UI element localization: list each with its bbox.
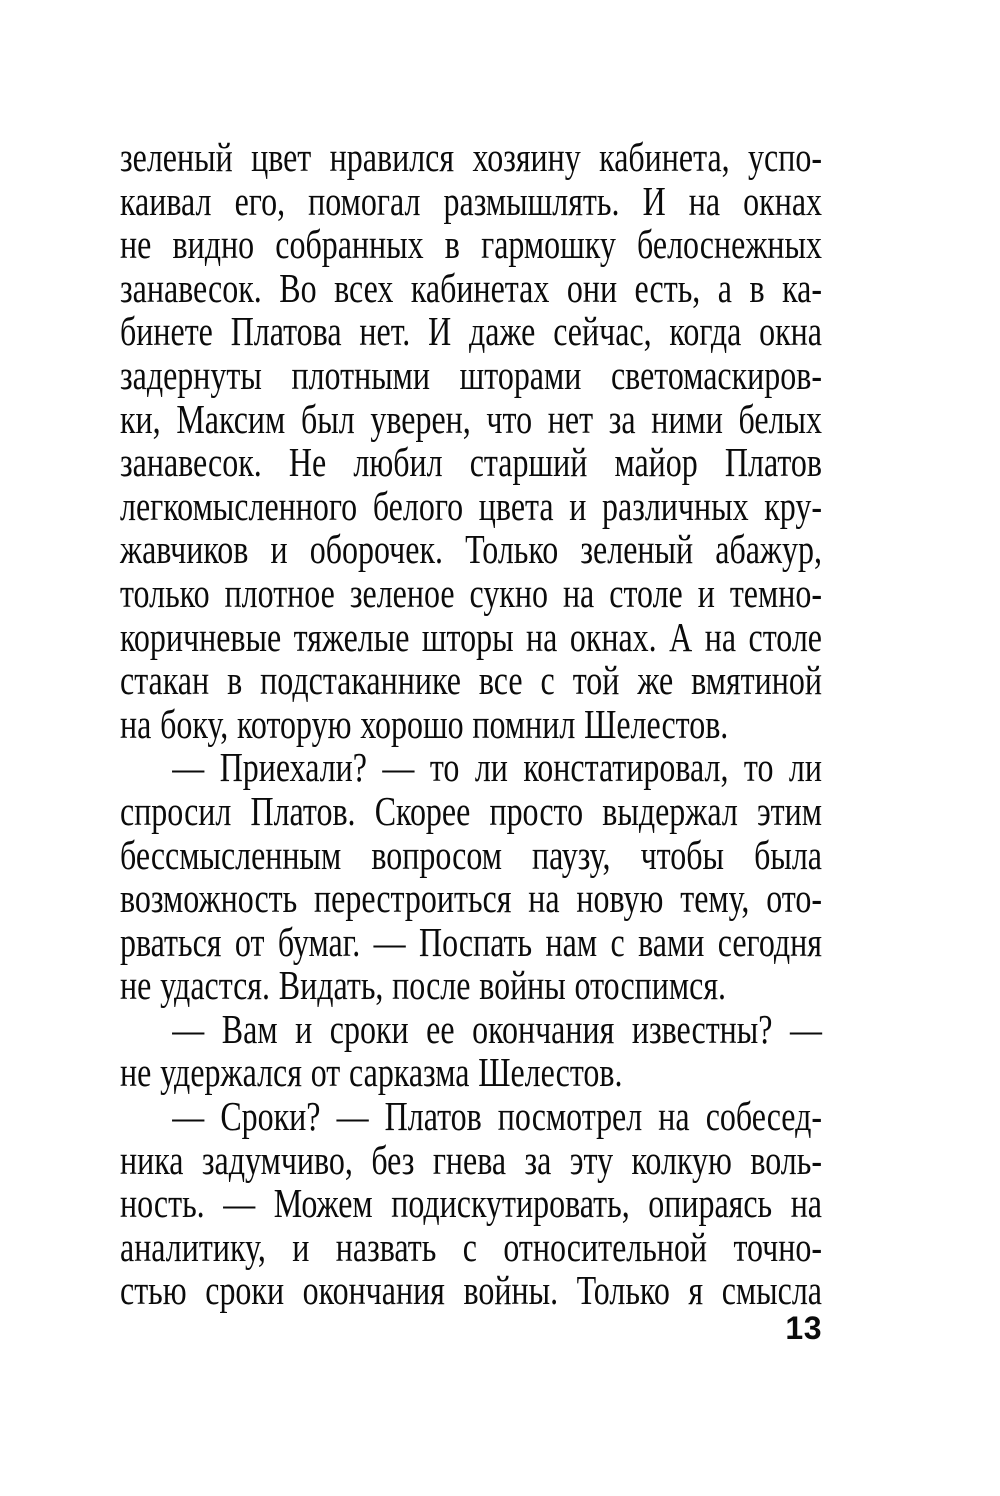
text-line: занавесок. Не любил старший майор Платов bbox=[120, 439, 822, 486]
text-line: каивал его, помогал размышлять. И на окнах bbox=[120, 177, 822, 224]
text-block bbox=[120, 136, 822, 1313]
text-line: бессмысленным вопросом паузу, чтобы была bbox=[120, 831, 822, 878]
paragraph bbox=[120, 136, 822, 746]
text-line: ки, Максим был уверен, что нет за ними белых bbox=[120, 395, 822, 442]
text-line: рваться от бумаг. — Поспать нам с вами сегодня bbox=[120, 918, 822, 965]
text-line: — Приехали? — то ли констатировал, то ли bbox=[172, 744, 822, 791]
text-line: не удержался от сарказма Шелестов. bbox=[120, 1049, 623, 1096]
text-line: стакан в подстаканнике все с той же вмятиной bbox=[120, 657, 822, 704]
text-line: только плотное зеленое сукно на столе и темно- bbox=[120, 569, 822, 616]
text-line: не удастся. Видать, после войны отоспимся. bbox=[120, 962, 727, 1009]
paragraph bbox=[120, 746, 822, 1008]
text-line: возможность перестроиться на новую тему, ото- bbox=[120, 875, 822, 922]
text-line: ника задумчиво, без гнева за эту колкую воль- bbox=[120, 1136, 822, 1183]
text-line: задернуты плотными шторами светомаскиров- bbox=[120, 351, 822, 398]
text-line: аналитику, и назвать с относительной точно- bbox=[120, 1223, 822, 1270]
text-line: ность. — Можем подискутировать, опираясь на bbox=[120, 1180, 822, 1227]
text-line: на боку, которую хорошо помнил Шелестов. bbox=[120, 700, 729, 747]
text-line: стью сроки окончания войны. Только я смысла bbox=[120, 1267, 822, 1314]
text-line: зеленый цвет нравился хозяину кабинета, успо- bbox=[120, 134, 822, 180]
text-line: спросил Платов. Скорее просто выдержал этим bbox=[120, 787, 822, 834]
text-line: коричневые тяжелые шторы на окнах. А на столе bbox=[120, 613, 822, 660]
text-line: — Вам и сроки ее окончания известны? — bbox=[172, 1005, 822, 1052]
text-line: бинете Платова нет. И даже сейчас, когда окна bbox=[120, 308, 822, 355]
text-line: легкомысленного белого цвета и различных кру- bbox=[120, 482, 822, 529]
paragraph bbox=[120, 1005, 822, 1096]
paragraph bbox=[120, 1095, 822, 1313]
text-line: — Сроки? — Платов посмотрел на собесед- bbox=[172, 1093, 822, 1140]
page-number: 13 bbox=[785, 1310, 822, 1346]
text-line: жавчиков и оборочек. Только зеленый абажур, bbox=[120, 526, 822, 573]
text-line: не видно собранных в гармошку белоснежных bbox=[120, 221, 822, 268]
text-line: занавесок. Во всех кабинетах они есть, а в ка- bbox=[120, 264, 822, 311]
